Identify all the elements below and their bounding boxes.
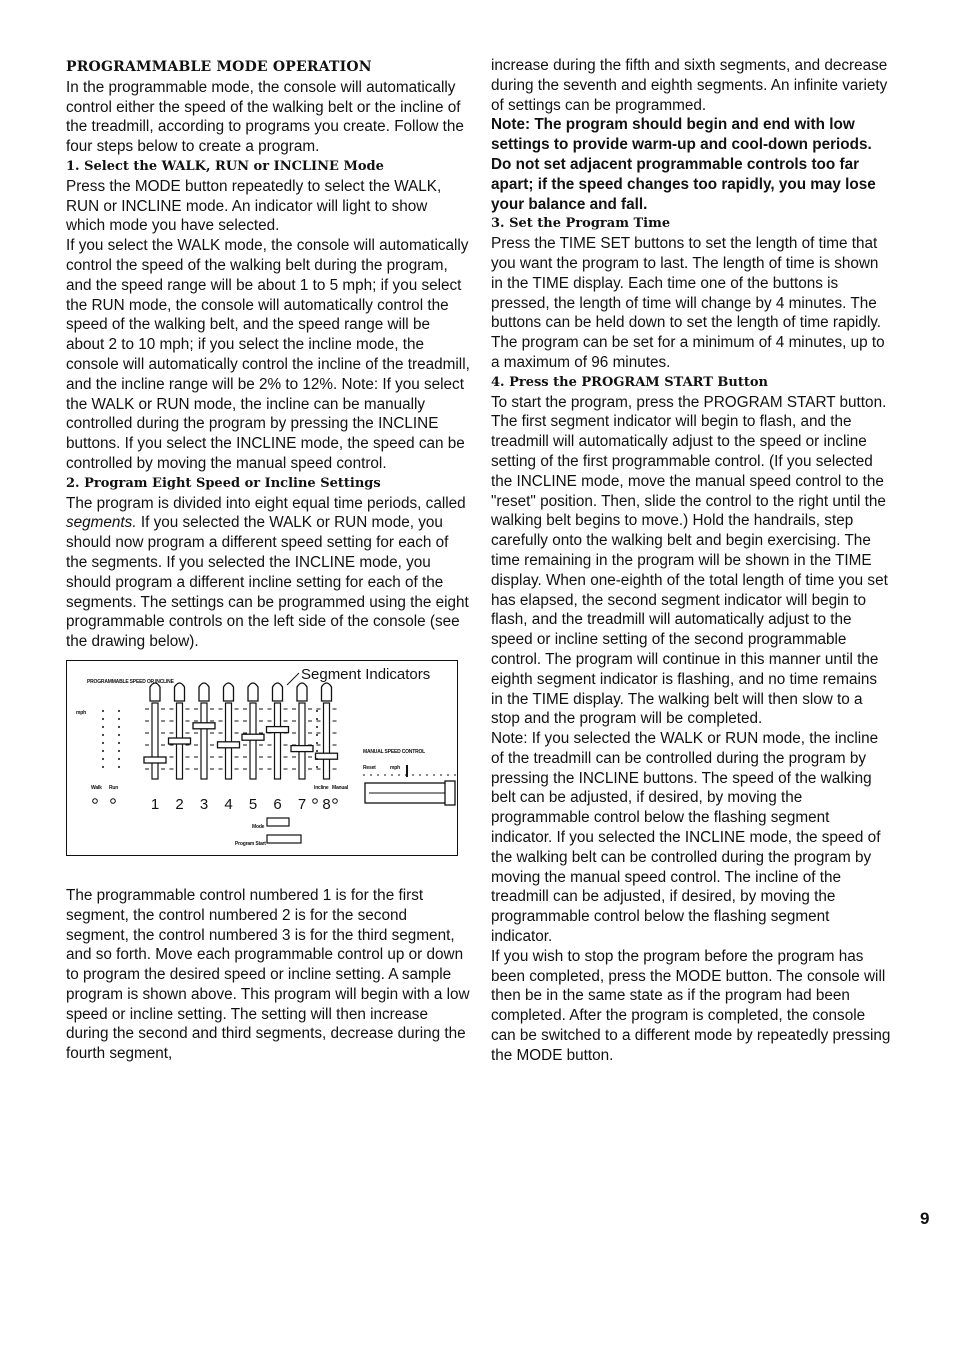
step2-heading: 2. Program Eight Speed or Incline Settings <box>66 475 381 491</box>
scale-dot <box>316 750 318 752</box>
mode-button <box>267 818 289 826</box>
mode-label: Mode <box>252 823 265 830</box>
intro-paragraph: In the programmable mode, the console will automatically control either the speed of the walking belt or the incline of the treadmill, according to programs you create. Follow the four steps below to create a program. <box>66 78 464 156</box>
scale-dot <box>316 710 318 712</box>
step1-paragraph-2: If you select the WALK mode, the console will automatically control the speed of the walking belt during the program, and the speed range will be about 1 to 5 mph; if you select the RUN mode, the console will automatically control the speed of the walking belt, and the speed range will be about 2 to 10 mph; if you select the incline mode, the console will automatically control the incline of the treadmill, and the incline range will be 2% to 12%. Note: If you select the WALK or RUN mode, the incline can be manually controlled during the program by pressing the INCLINE buttons. If you select the INCLINE mode, the speed can be controlled by moving the manual speed control. <box>66 237 470 472</box>
scale-dot <box>118 766 120 768</box>
manual-label: Manual <box>332 784 349 791</box>
console-drawing <box>66 660 458 856</box>
right-column <box>491 56 891 1066</box>
slider-knob <box>242 734 264 740</box>
slider-track <box>250 703 256 779</box>
segment-number: 5 <box>248 795 258 813</box>
slider-knob <box>144 757 166 763</box>
segment-indicators-label: Segment Indicators <box>301 665 431 683</box>
program-start-label: Program Start <box>235 840 266 847</box>
mode-indicator <box>111 799 116 804</box>
slider-track <box>152 703 158 779</box>
mode-indicator <box>93 799 98 804</box>
slider-track <box>275 703 281 779</box>
slider-knob <box>291 746 313 752</box>
mode-indicator <box>313 799 318 804</box>
slider-knob <box>169 738 191 744</box>
segment-indicator <box>224 683 234 701</box>
scale-dot <box>118 710 120 712</box>
scale-dot <box>102 734 104 736</box>
scale-dot <box>102 710 104 712</box>
slider-track <box>324 703 330 779</box>
step3-heading: 3. Set the Program Time <box>491 216 671 232</box>
slider-knob <box>267 727 289 733</box>
segment-number: 2 <box>175 795 184 813</box>
segments-term: segments. <box>66 514 137 532</box>
segment-number: 1 <box>150 795 160 813</box>
scale-dot <box>316 758 318 760</box>
manual-speed-knob <box>445 781 455 805</box>
scale-dot <box>118 750 120 752</box>
segment-indicator <box>297 683 307 701</box>
scale-dot <box>118 734 120 736</box>
scale-dot <box>316 742 318 744</box>
walk-label: Walk <box>91 784 102 791</box>
step4-heading: 4. Press the PROGRAM START Button <box>491 374 769 390</box>
section-title: PROGRAMMABLE MODE OPERATION <box>66 59 372 75</box>
incline-label: Incline <box>314 784 329 791</box>
panel-label: PROGRAMMABLE SPEED OR INCLINE <box>87 678 174 685</box>
left-column <box>66 58 470 1064</box>
scale-dot <box>118 726 120 728</box>
run-label: Run <box>109 784 119 791</box>
program-start-button <box>267 835 301 843</box>
slider-track <box>299 703 305 779</box>
slider-track <box>226 703 232 779</box>
slider-knob <box>218 742 240 748</box>
scale-dot <box>316 734 318 736</box>
manual-speed-label: MANUAL SPEED CONTROL <box>363 748 426 755</box>
scale-dot <box>102 718 104 720</box>
slider-knob <box>316 753 338 759</box>
segment-number: 8 <box>322 795 331 813</box>
scale-dot <box>102 758 104 760</box>
scale-dot <box>316 766 318 768</box>
scale-dot <box>316 718 318 720</box>
step4-paragraph-1: To start the program, press the PROGRAM START button. The first segment indicator will begin to flash, and the treadmill will automatically adjust to the speed or incline setting of the first programmable control. (If you selected the INCLINE mode, move the manual speed control to the "reset" position. Then, slide the control to the right until the walking belt begins to move.) Hold the handrails, step carefully onto the walking belt and begin exercising. The time remaining in the program will be shown in the TIME display. When one-eighth of the total length of time you set has elapsed, the second segment indicator will begin to flash, and the treadmill will automatically adjust to the speed or incline setting of the second programmable control. The program will continue in this manner until the eighth segment indicator is flashing, and no time remains in the TIME display. The walking belt will then slow to a stop and the program will be completed. <box>491 393 888 728</box>
segment-number: 6 <box>273 795 282 813</box>
scale-dot <box>102 766 104 768</box>
step4-paragraph-3: If you wish to stop the program before the program has been completed, press the MODE button. The console will then be in the same state as if the program had been completed. After the program is completed, the console can be switched to a different mode by repeatedly pressing the MODE button. <box>491 947 891 1064</box>
warning-note: Note: The program should begin and end with low settings to provide warm-up and cool-down periods. Do not set adjacent programmable controls too far apart; if the speed changes too rapidly, you may lose your balance and fall. <box>491 116 876 213</box>
reset-label: Reset <box>363 764 376 771</box>
segment-number: 7 <box>297 795 307 813</box>
scale-dot <box>102 750 104 752</box>
segment-indicator <box>273 683 283 701</box>
segment-number: 4 <box>224 795 233 813</box>
scale-dot <box>118 718 120 720</box>
step1-heading: 1. Select the WALK, RUN or INCLINE Mode <box>66 158 384 174</box>
step2-text-a: The program is divided into eight equal time periods, called <box>66 494 466 512</box>
step1-paragraph-1: Press the MODE button repeatedly to select the WALK, RUN or INCLINE mode. An indicator will light to show which mode you have selected. <box>66 177 442 235</box>
segment-indicator <box>175 683 185 701</box>
mph-label-right: mph <box>390 764 400 771</box>
segment-number: 3 <box>199 795 209 813</box>
step3-paragraph: Press the TIME SET buttons to set the length of time that you want the program to last. The length of time is shown in the TIME display. Each time one of the buttons is pressed, the length of time will change by 4 minutes. The buttons can be held down to set the length of time rapidly. The program can be set for a minimum of 4 minutes, up to a maximum of 96 minutes. <box>491 235 885 371</box>
scale-dot <box>316 726 318 728</box>
continued-paragraph: increase during the fifth and sixth segments, and decrease during the seventh and eighth segments. An infinite variety of settings can be programmed. <box>491 57 888 114</box>
step2-paragraph <box>66 494 470 652</box>
mph-label-left: mph <box>76 709 86 716</box>
after-figure-paragraph: The programmable control numbered 1 is for the first segment, the control numbered 2 is for the second segment, the control numbered 3 is for the third segment, and so forth. Move each programmable control up or down to program the desired speed or incline setting. A sample program is shown above. This program will begin with a low speed or incline setting. The setting will then increase during the second and third segments, decrease during the fourth segment, <box>66 886 470 1063</box>
scale-dot <box>118 742 120 744</box>
scale-dot <box>118 758 120 760</box>
segment-indicator <box>199 683 209 701</box>
slider-knob <box>193 723 215 729</box>
step2-text-b: If you selected the WALK or RUN mode, you should now program a different speed setting for each of the segments. If you selected the INCLINE mode, you should program a different incline setting for each of the segments. The settings can be programmed using the eight programmable controls on the left side of the console (see the drawing below). <box>66 514 469 651</box>
indicator-leader-line <box>287 673 299 685</box>
slider-track <box>201 703 207 779</box>
scale-dot <box>102 742 104 744</box>
scale-dot <box>102 726 104 728</box>
segment-indicator <box>248 683 258 701</box>
page-number: 9 <box>920 1209 930 1228</box>
segment-indicator <box>322 683 332 701</box>
mode-indicator <box>333 799 338 804</box>
step4-paragraph-2: Note: If you selected the WALK or RUN mode, the incline of the treadmill can be controlled during the program by pressing the INCLINE buttons. The speed of the walking belt can be adjusted, if desired, by moving the programmable control below the flashing segment indicator. If you selected the INCLINE mode, the speed of the walking belt can be controlled during the program by moving the manual speed control. The incline of the treadmill can be adjusted, if desired, by moving the programmable control below the flashing segment indicator. <box>491 730 881 946</box>
